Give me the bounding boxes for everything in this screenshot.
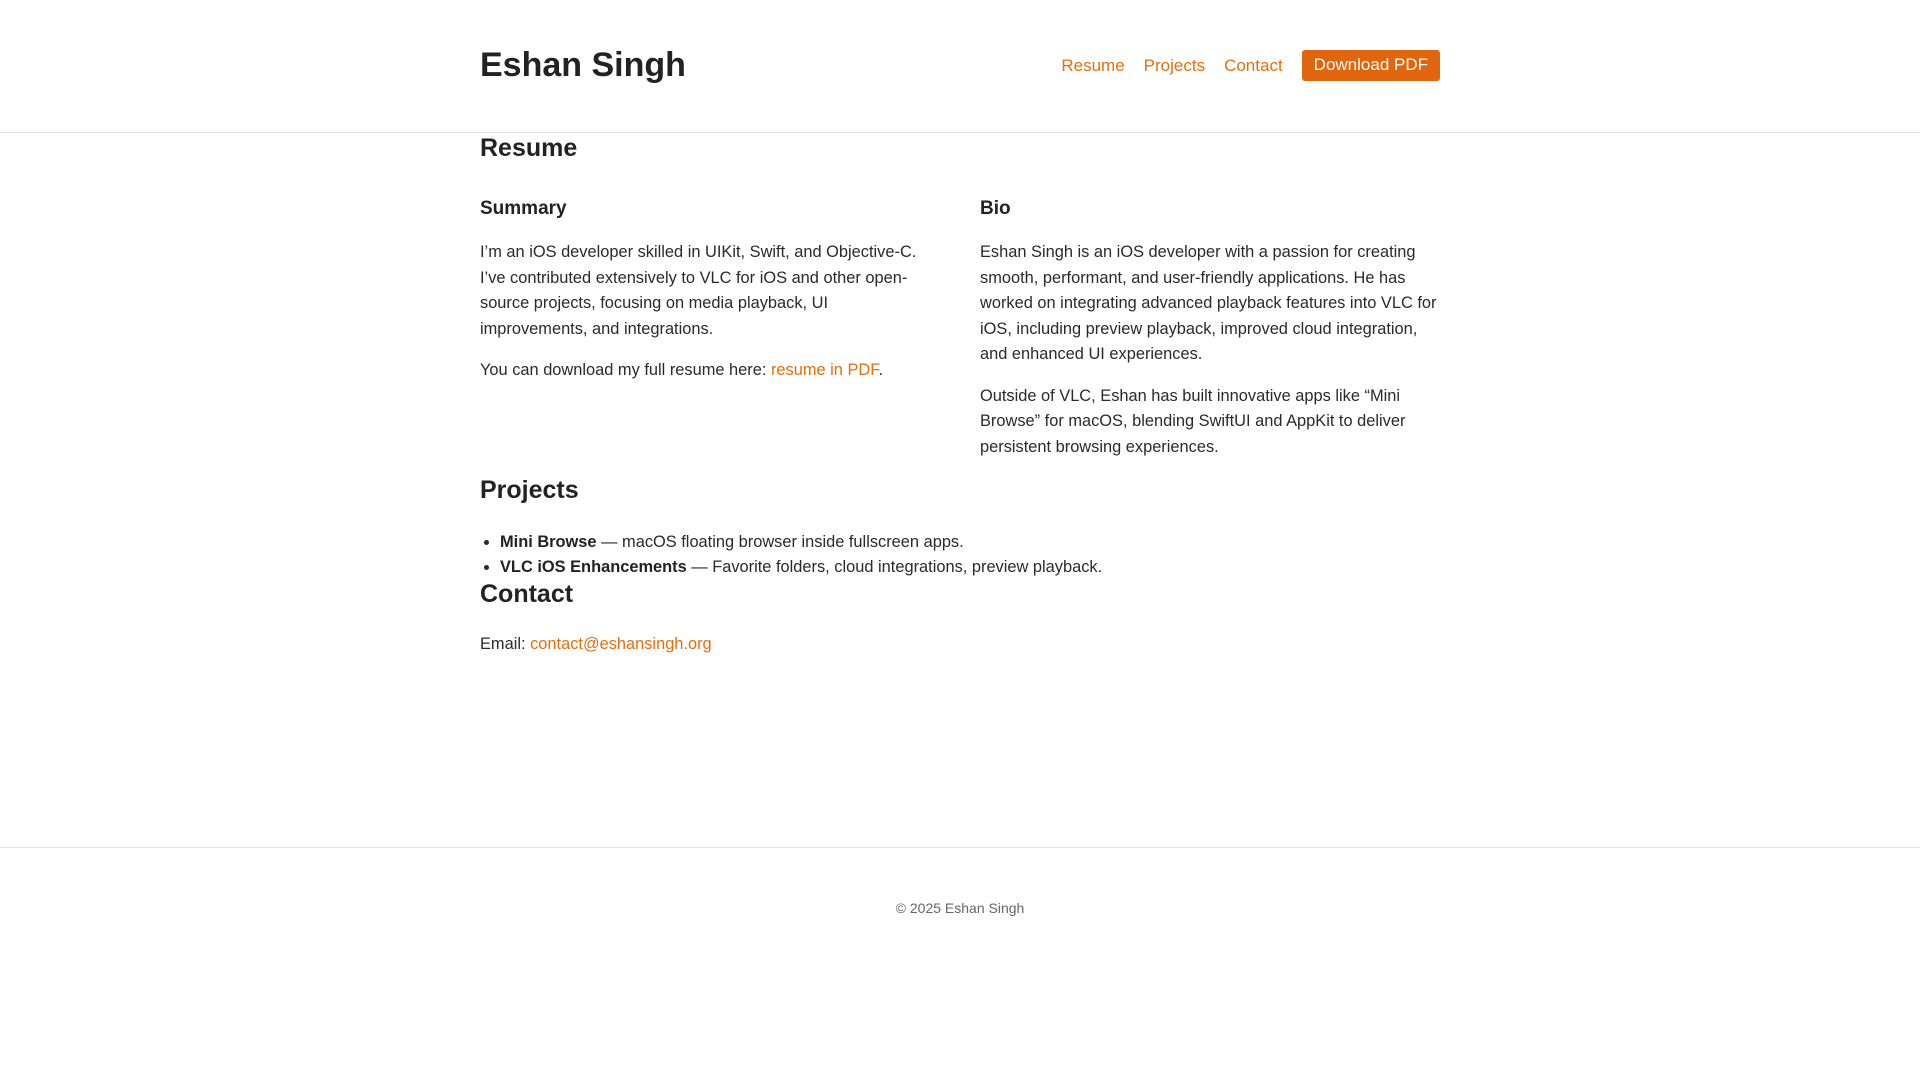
projects-list bbox=[480, 530, 1440, 580]
contact-section bbox=[480, 580, 1440, 654]
project-desc: — Favorite folders, cloud integrations, preview playback. bbox=[686, 558, 1103, 576]
list-item bbox=[500, 530, 1440, 555]
contact-line bbox=[480, 635, 1440, 654]
download-line bbox=[480, 358, 940, 384]
project-name: Mini Browse bbox=[500, 533, 597, 551]
bio-column bbox=[980, 198, 1440, 476]
projects-heading: Projects bbox=[480, 476, 579, 504]
site-header bbox=[0, 0, 1920, 133]
email-link[interactable]: contact@eshansingh.org bbox=[530, 635, 712, 653]
nav-link-projects[interactable]: Projects bbox=[1143, 55, 1206, 75]
bio-paragraph-2: Outside of VLC, Eshan has built innovative apps like “Mini Browse” for macOS, blending SwiftUI and AppKit to deliver persistent browsing experiences. bbox=[980, 386, 1406, 456]
summary-column bbox=[480, 198, 940, 476]
download-prefix: You can download my full resume here: bbox=[480, 361, 771, 379]
main-content bbox=[480, 133, 1440, 654]
summary-heading: Summary bbox=[480, 198, 567, 219]
header-container bbox=[480, 0, 1440, 133]
bio-heading: Bio bbox=[980, 198, 1011, 219]
nav-link-resume[interactable]: Resume bbox=[1061, 55, 1125, 75]
site-title[interactable]: Eshan Singh bbox=[480, 46, 686, 84]
list-item bbox=[500, 555, 1440, 580]
site-nav bbox=[1042, 50, 1440, 81]
download-pdf-button[interactable]: Download PDF bbox=[1302, 50, 1440, 81]
resume-columns bbox=[480, 198, 1440, 476]
bio-paragraph-1: Eshan Singh is an iOS developer with a passion for creating smooth, performant, and user-friendly applications. He has worked on integrating advanced playback features into VLC for iOS, including preview playback, improved cloud integration, and enhanced UI experiences. bbox=[980, 243, 1437, 363]
site-footer bbox=[0, 847, 1920, 916]
copyright-text: © 2025 Eshan Singh bbox=[895, 900, 1025, 916]
project-desc: — macOS floating browser inside fullscreen apps. bbox=[596, 533, 964, 551]
project-name: VLC iOS Enhancements bbox=[500, 558, 687, 576]
email-label: Email: bbox=[480, 635, 531, 653]
projects-section bbox=[480, 476, 1440, 580]
resume-section bbox=[480, 134, 1440, 476]
resume-heading: Resume bbox=[480, 134, 578, 162]
nav-link-contact[interactable]: Contact bbox=[1224, 55, 1283, 75]
download-suffix: . bbox=[878, 361, 883, 379]
contact-heading: Contact bbox=[480, 580, 574, 608]
summary-text: I’m an iOS developer skilled in UIKit, Swift, and Objective-C. I’ve contributed extensively to VLC for iOS and other open-source projects, focusing on media playback, UI improvements, and integrations. bbox=[480, 243, 917, 338]
resume-pdf-link[interactable]: resume in PDF bbox=[770, 361, 879, 379]
